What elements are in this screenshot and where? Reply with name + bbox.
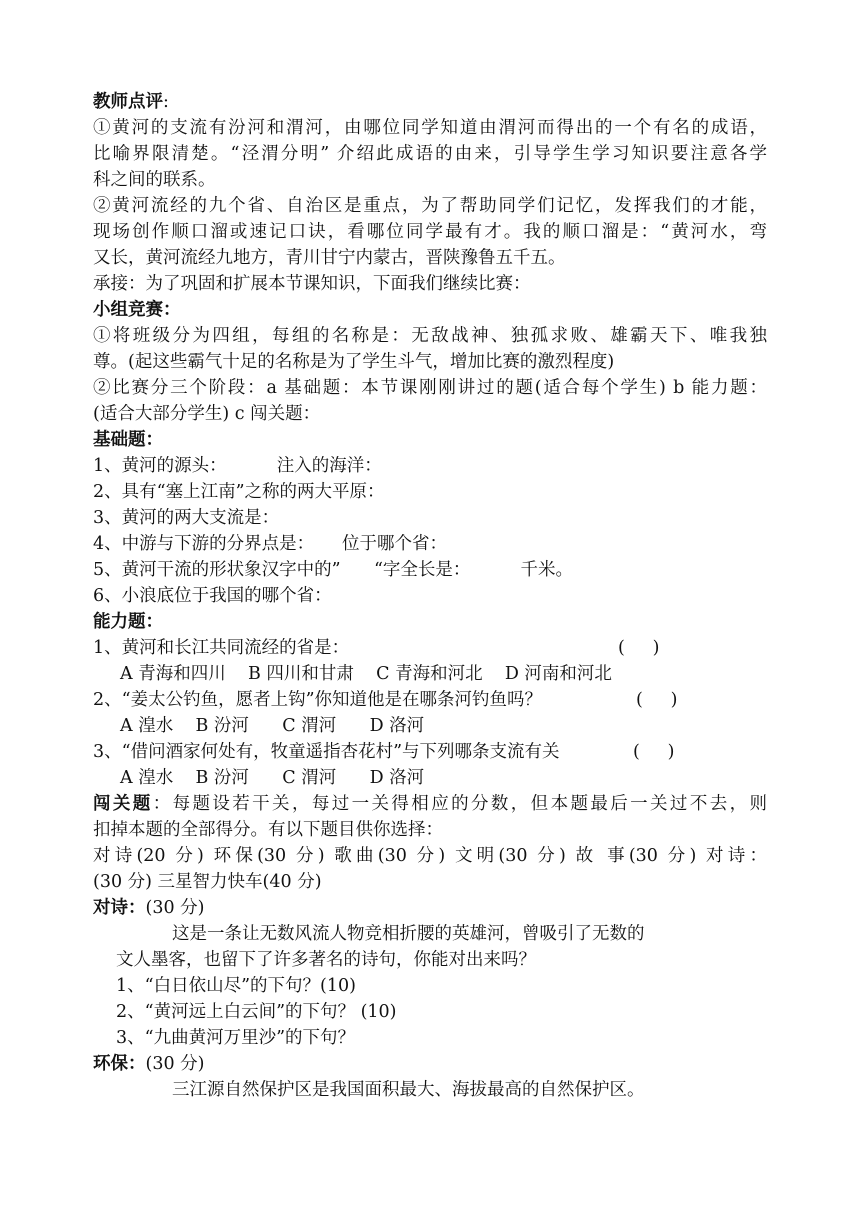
answer-options: A 湟水 B 汾河 C 渭河 D 洛河 bbox=[120, 716, 425, 736]
teacher-comment-heading-line bbox=[93, 89, 169, 115]
poem-question: 3、“九曲黄河万里沙”的下句？ bbox=[116, 1028, 356, 1048]
paragraph-line: 比喻界限清楚。“泾渭分明” 介绍此成语的由来，引导学生学习知识要注意各学 bbox=[93, 144, 767, 164]
paragraph-line: ①黄河的支流有汾河和渭河，由哪位同学知道由渭河而得出的一个有名的成语， bbox=[93, 118, 767, 138]
ability-question: 1、黄河和长江共同流经的省是： bbox=[93, 638, 350, 658]
transition-line: 承接：为了巩固和扩展本节课知识，下面我们继续比赛： bbox=[93, 274, 531, 294]
topics-line: (30 分) 三星智力快车(40 分) bbox=[93, 872, 322, 892]
paragraph-line: 扣掉本题的全部得分。有以下题目供你选择： bbox=[93, 820, 443, 840]
poem-question: 2、“黄河远上白云间”的下句？ (10) bbox=[116, 1002, 397, 1022]
basic-question: 1、黄河的源头： 注入的海洋： bbox=[93, 456, 382, 476]
paragraph-line: ②比赛分三个阶段：a 基础题：本节课刚刚讲过的题(适合每个学生) b 能力题： bbox=[93, 378, 767, 398]
answer-blank: ( ) bbox=[636, 690, 678, 710]
teacher-comment-heading: 教师点评 bbox=[93, 92, 163, 112]
env-heading-line bbox=[93, 1051, 205, 1077]
paragraph-line: ②黄河流经的九个省、自治区是重点，为了帮助同学们记忆，发挥我们的才能， bbox=[93, 196, 767, 216]
paragraph-line: 文人墨客，也留下了许多著名的诗句，你能对出来吗？ bbox=[116, 950, 536, 970]
poem-heading: 对诗： bbox=[93, 898, 146, 918]
challenge-text: ：每题设若干关，每过一关得相应的分数，但本题最后一关过不去，则 bbox=[152, 794, 768, 814]
poem-score: (30 分) bbox=[145, 898, 205, 918]
answer-options: A 湟水 B 汾河 C 渭河 D 洛河 bbox=[120, 768, 425, 788]
paragraph-line: 尊。(起这些霸气十足的名称是为了学生斗气，增加比赛的激烈程度) bbox=[93, 352, 615, 372]
topics-line: 对诗(20 分) 环保(30 分) 歌曲(30 分) 文明(30 分) 故 事(30 分) 对诗： bbox=[93, 846, 767, 866]
answer-options: A 青海和四川 B 四川和甘肃 C 青海和河北 D 河南和河北 bbox=[120, 664, 612, 684]
ability-questions-heading: 能力题： bbox=[93, 612, 163, 632]
poem-heading-line bbox=[93, 895, 205, 921]
basic-question: 4、中游与下游的分界点是： 位于哪个省： bbox=[93, 534, 447, 554]
basic-questions-heading: 基础题： bbox=[93, 430, 163, 450]
paragraph-line: ①将班级分为四组，每组的名称是：无敌战神、独孤求败、雄霸天下、唯我独 bbox=[93, 326, 767, 346]
heading-colon: : bbox=[163, 92, 169, 112]
ability-question: 2、“姜太公钓鱼，愿者上钩”你知道他是在哪条河钓鱼吗？ bbox=[93, 690, 543, 710]
env-heading: 环保： bbox=[93, 1054, 146, 1074]
basic-question: 5、黄河干流的形状象汉字中的” “字全长是： 千米。 bbox=[93, 560, 573, 580]
group-contest-heading: 小组竞赛： bbox=[93, 300, 181, 320]
poem-question: 1、“白日依山尽”的下句？(10) bbox=[116, 976, 356, 996]
challenge-line bbox=[93, 791, 767, 817]
paragraph-line: 现场创作顺口溜或速记口诀，看哪位同学最有才。我的顺口溜是：“黄河水，弯 bbox=[93, 222, 767, 242]
ability-question: 3、“借问酒家何处有，牧童遥指杏花村”与下列哪条支流有关 bbox=[93, 742, 560, 762]
env-score: (30 分) bbox=[145, 1054, 205, 1074]
basic-question: 2、具有“塞上江南”之称的两大平原： bbox=[93, 482, 385, 502]
paragraph-line: 科之间的联系。 bbox=[93, 170, 216, 190]
answer-blank: ( ) bbox=[633, 742, 675, 762]
basic-question: 6、小浪底位于我国的哪个省： bbox=[93, 586, 332, 606]
basic-question: 3、黄河的两大支流是： bbox=[93, 508, 280, 528]
answer-blank: ( ) bbox=[618, 638, 660, 658]
paragraph-line: 这是一条让无数风流人物竞相折腰的英雄河，曾吸引了无数的 bbox=[172, 924, 645, 944]
challenge-heading: 闯关题 bbox=[93, 794, 153, 814]
paragraph-line: 三江源自然保护区是我国面积最大、海拔最高的自然保护区。 bbox=[172, 1080, 645, 1100]
paragraph-line: (适合大部分学生) c 闯关题： bbox=[93, 404, 321, 424]
paragraph-line: 又长，黄河流经九地方，青川甘宁内蒙古，晋陕豫鲁五千五。 bbox=[93, 248, 566, 268]
